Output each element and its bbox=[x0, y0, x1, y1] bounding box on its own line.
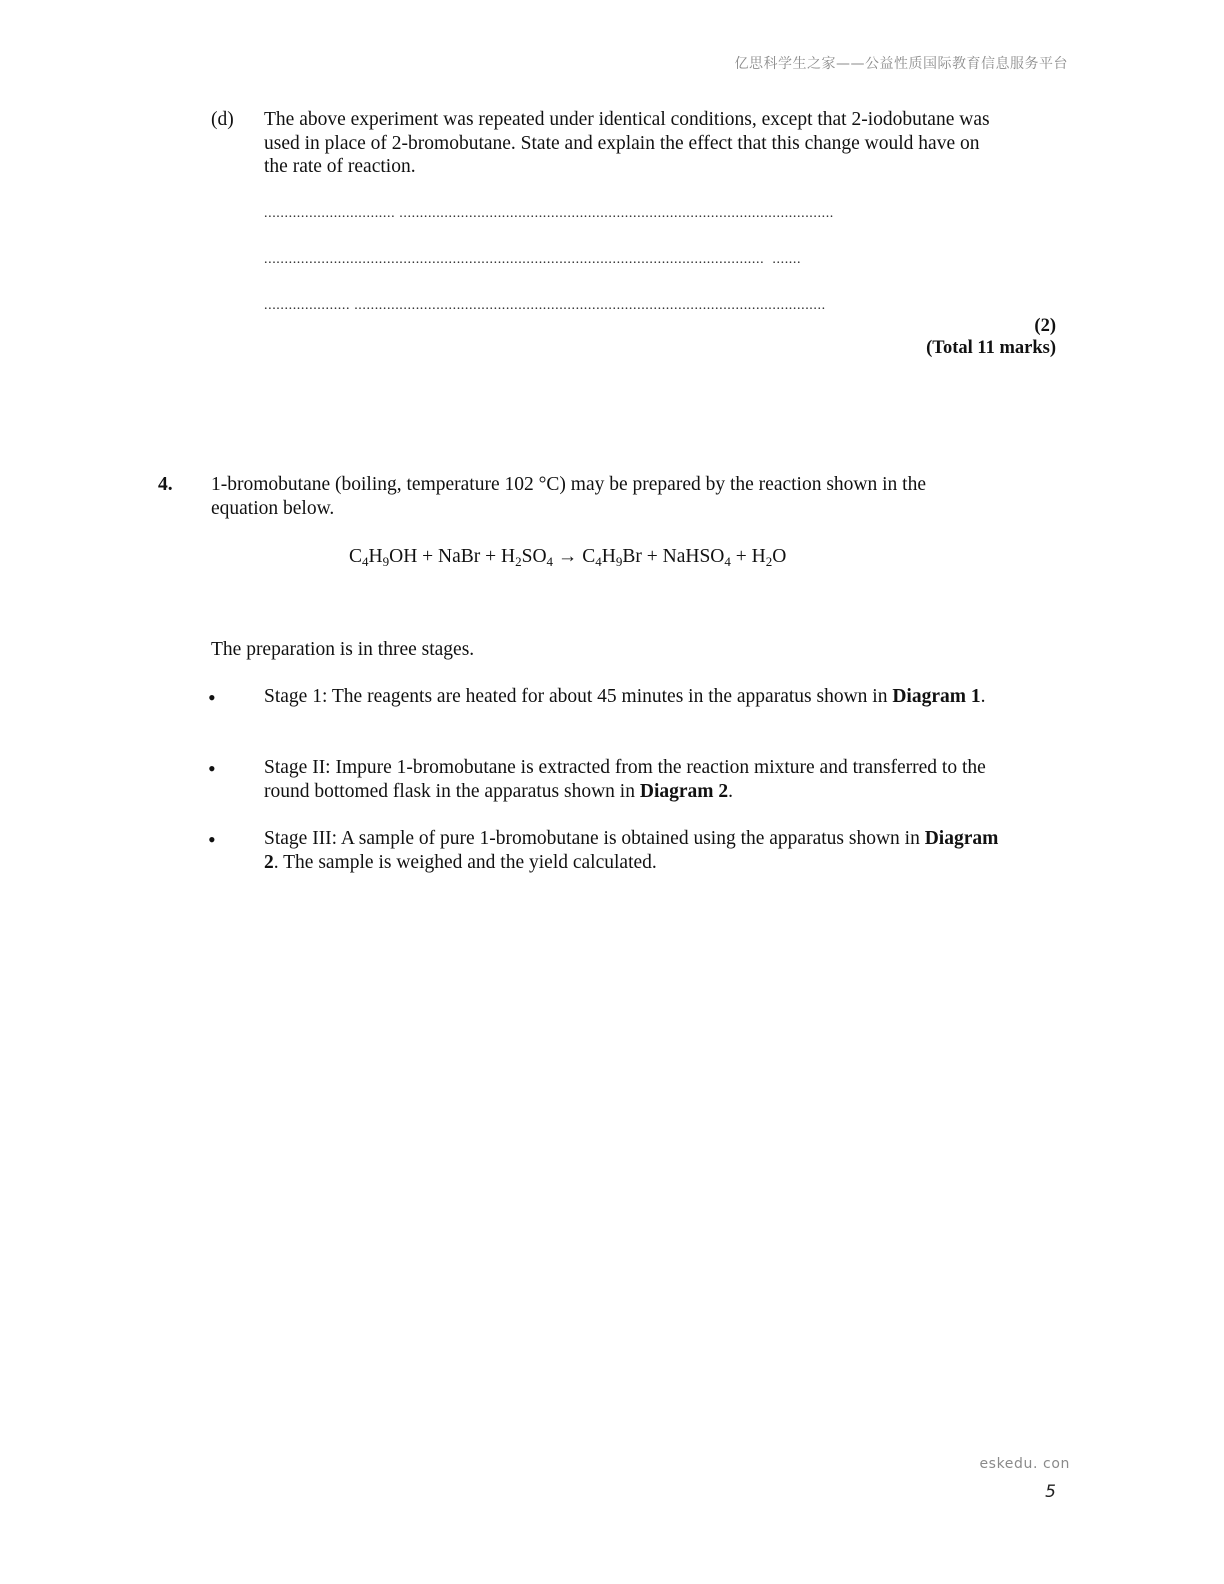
question-number: 4. bbox=[158, 474, 173, 495]
total-marks: (Total 11 marks) bbox=[926, 338, 1056, 358]
marks-awarded: (2) bbox=[1034, 316, 1056, 336]
answer-line-1: ................................ .......................................................................................................... bbox=[264, 206, 834, 221]
bullet-icon: • bbox=[208, 827, 216, 852]
question-d-text: The above experiment was repeated under identical conditions, except that 2-iodobutane was used in place of 2-bromobutane. State and explain the effect that this change would have on the rate of reaction. bbox=[264, 109, 990, 177]
stage-3-text: Stage III: A sample of pure 1-bromobutane is obtained using the apparatus shown in Diagram 2. The sample is weighed and the yield calculated. bbox=[264, 828, 999, 873]
bullet-icon: • bbox=[208, 685, 216, 710]
question-d-label: (d) bbox=[211, 109, 234, 130]
question-4-intro: 1-bromobutane (boiling, temperature 102 °C) may be prepared by the reaction shown in the equation below. bbox=[211, 474, 926, 519]
stages-intro: The preparation is in three stages. bbox=[211, 639, 475, 660]
chemical-equation: $C_4H_9OH$ + NaBr + $H_2SO_4 \to C_4H_9Br$ + NaHSO$_4$ + $H_2O$ bbox=[349, 546, 787, 569]
answer-line-2: .......................................................................................................................... ....... bbox=[264, 252, 802, 267]
stage-2-text: Stage II: Impure 1-bromobutane is extracted from the reaction mixture and transferred to the round bottomed flask in the apparatus shown in Diagram 2. bbox=[264, 757, 986, 802]
bullet-icon: • bbox=[208, 756, 216, 781]
stage-1-text: Stage 1: The reagents are heated for about 45 minutes in the apparatus shown in Diagram 1. bbox=[264, 686, 986, 707]
footer-url: eskedu. con bbox=[979, 1456, 1070, 1472]
page-number: 5 bbox=[1045, 1482, 1056, 1502]
header-watermark: 亿思科学生之家——公益性质国际教育信息服务平台 bbox=[734, 56, 1068, 72]
answer-line-3: ..................... ................................................................................................................... bbox=[264, 298, 826, 313]
